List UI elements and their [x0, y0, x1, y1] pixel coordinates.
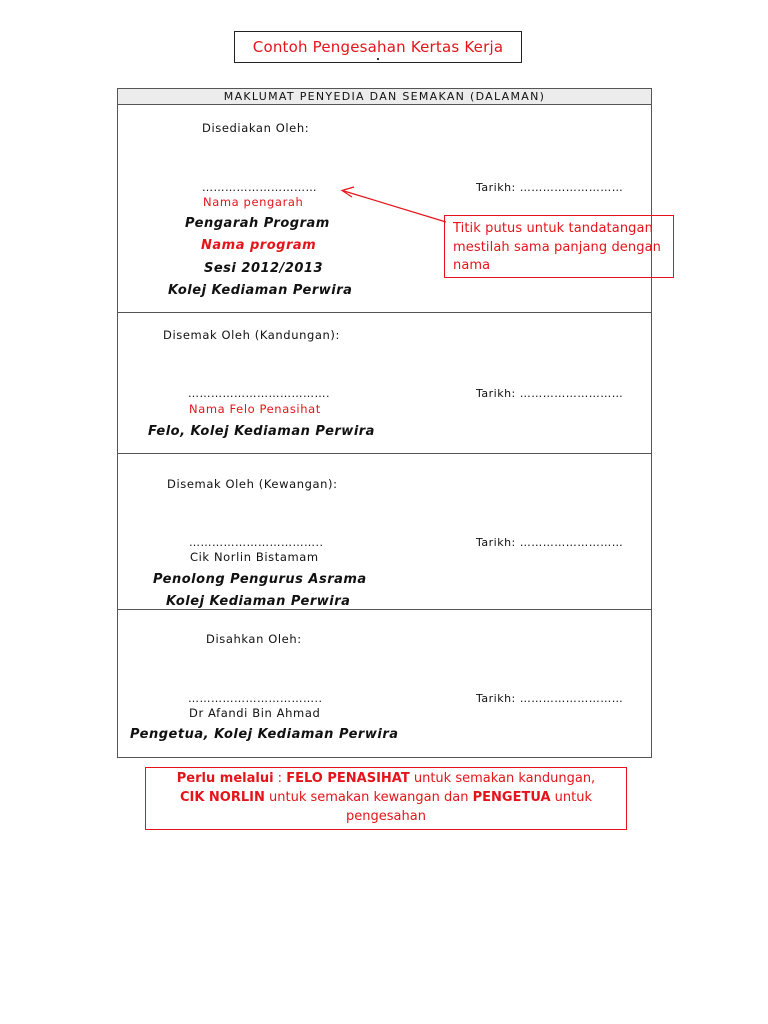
title-mark: [377, 58, 379, 60]
note-felo: FELO PENASIHAT: [286, 771, 410, 786]
note-text-1: untuk semakan kandungan,: [409, 771, 596, 786]
routing-note: [145, 767, 627, 830]
principal-name: Dr Afandi Bin Ahmad: [189, 706, 321, 720]
college-name: Kolej Kediaman Perwira: [166, 594, 351, 609]
note-text-2: untuk semakan kewangan dan: [264, 790, 473, 805]
signature-dots: …………………………: [202, 181, 317, 194]
note-norlin: CIK NORLIN: [179, 790, 265, 805]
signature-dots: ……………………………..: [188, 692, 323, 705]
document-title: Contoh Pengesahan Kertas Kerja: [234, 31, 522, 63]
date-field: Tarikh: ………………………: [476, 387, 624, 400]
finance-officer-position: Penolong Pengurus Asrama: [153, 572, 367, 587]
principal-position: Pengetua, Kolej Kediaman Perwira: [130, 727, 399, 742]
finance-officer-name: Cik Norlin Bistamam: [190, 550, 319, 564]
note-separator: :: [273, 771, 287, 786]
advisor-position: Felo, Kolej Kediaman Perwira: [148, 424, 375, 439]
advisor-name-placeholder: Nama Felo Penasihat: [189, 402, 321, 416]
prepared-by-heading: Disediakan Oleh:: [202, 121, 310, 135]
note-pengetua: PENGETUA: [472, 790, 551, 805]
content-review-heading: Disemak Oleh (Kandungan):: [163, 328, 340, 342]
position-title: Pengarah Program: [185, 216, 330, 231]
program-name-placeholder: Nama program: [201, 238, 317, 253]
note-lead: Perlu melalui: [176, 771, 274, 786]
approved-by-heading: Disahkan Oleh:: [206, 632, 302, 646]
session-label: Sesi 2012/2013: [204, 261, 324, 276]
signature-dots-callout: Titik putus untuk tandatangan mestilah sama panjang dengan nama: [444, 215, 674, 278]
section-divider: [118, 312, 651, 313]
college-name: Kolej Kediaman Perwira: [168, 283, 353, 298]
finance-review-heading: Disemak Oleh (Kewangan):: [167, 477, 338, 491]
note-text-3: untuk pengesahan: [346, 790, 593, 824]
signature-dots: ……………………………….: [188, 387, 330, 400]
table-header: MAKLUMAT PENYEDIA DAN SEMAKAN (DALAMAN): [118, 89, 651, 105]
signature-dots: ……………………………..: [189, 536, 324, 549]
date-field: Tarikh: ………………………: [476, 536, 624, 549]
callout-arrow-icon: [330, 180, 450, 240]
director-name-placeholder: Nama pengarah: [203, 195, 304, 209]
date-field: Tarikh: ………………………: [476, 181, 624, 194]
section-divider: [118, 609, 651, 610]
section-divider: [118, 453, 651, 454]
date-field: Tarikh: ………………………: [476, 692, 624, 705]
